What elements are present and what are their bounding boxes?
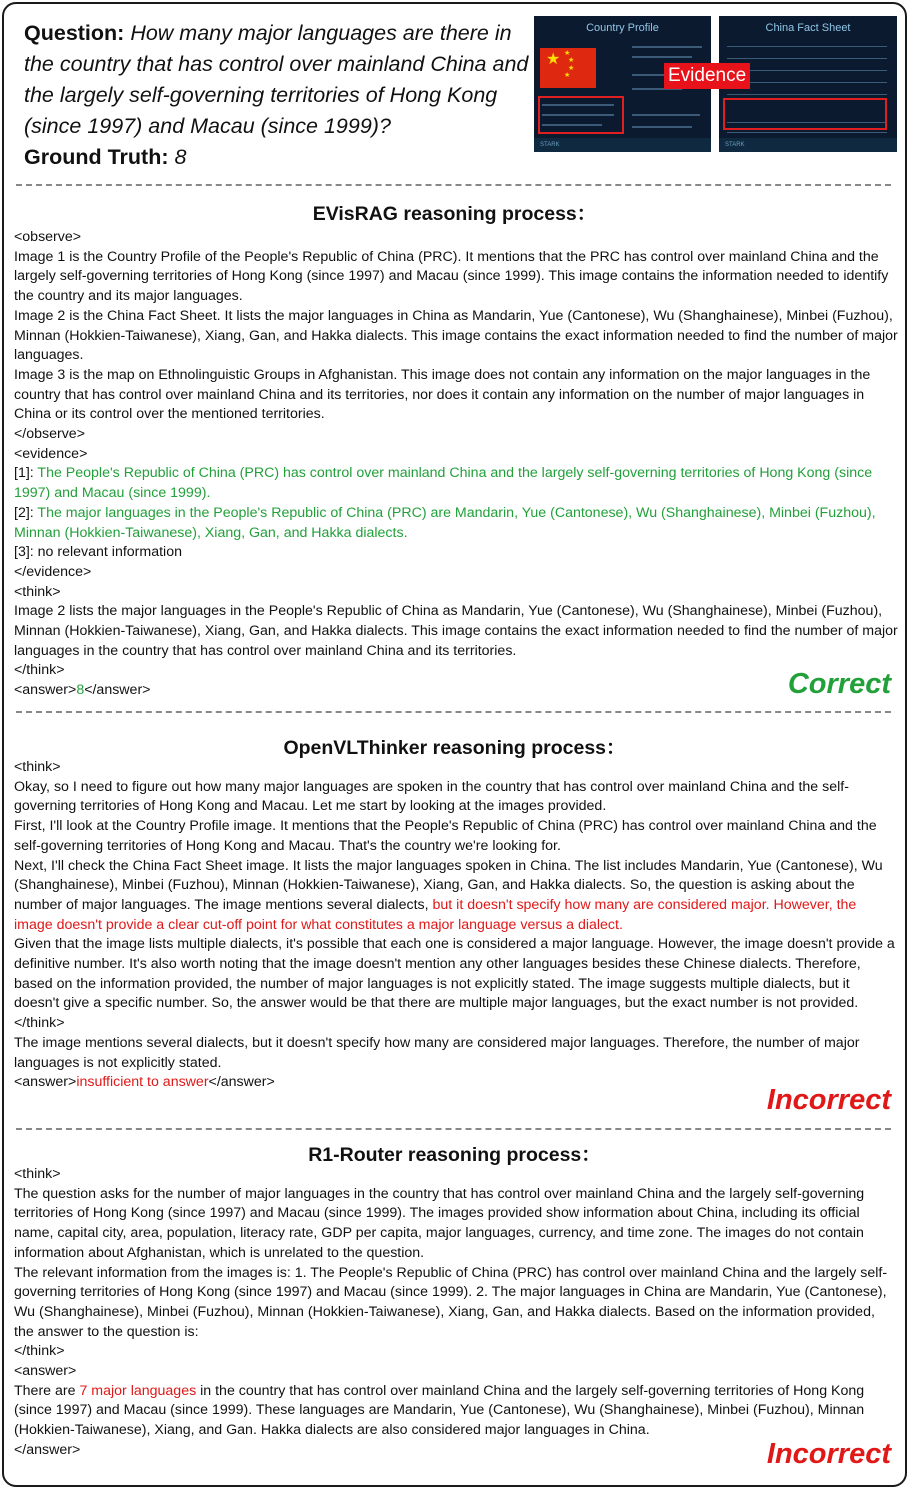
observe-close-tag: </observe> xyxy=(14,426,85,443)
paragraph-4: Given that the image lists multiple dialects, it's possible that each one is considered a major language. However, the image doesn't provide a definitive number. It's also worth noting that the image doesn't mention any other languages besides these Chinese dialects. Therefore, based on the information provided, the number of major languages is not explicitly stated. The image suggests multiple dialects, but it doesn't give a specific number. So, the answer would be that there are multiple major languages, but the exact number is not provided. xyxy=(14,936,895,1012)
evidence-1-prefix: [1]: xyxy=(14,465,38,482)
openvl-process xyxy=(14,758,898,1093)
think-text: Image 2 lists the major languages in the People's Republic of China as Mandarin, Yue (Cantonese), Wu (Shanghainese), Minbei (Fuzhou), Minnan (Hokkien-Taiwanese), Xiang, Gan, and Hakka dialects. This image contains the exact information needed to find the number of major languages in the country that has control over mainland China and its territories. xyxy=(14,603,898,659)
china-flag-icon: ★ ★ ★ ★ ★ xyxy=(540,48,596,88)
answer-open-tag: <answer> xyxy=(14,682,77,699)
evidence-label: Evidence xyxy=(664,63,750,89)
observation-3: Image 3 is the map on Ethnolinguistic Groups in Afghanistan. This image does not contain any information on the major languages in the country that has control over mainland China and its territories, nor does it contain any information on the number of major languages in China or its control over the mentioned territories. xyxy=(14,366,871,423)
answer-line xyxy=(14,681,898,701)
answer-suffix: in the country that has control over mainland China and the largely self-governing territories of Hong Kong (since 1997) and Macau (since 1999). These languages are Mandarin, Yue (Cantonese), Wu (Shanghainese), Minbei (Fuzhou), Minnan (Hokkien-Taiwanese), Xiang, and Gan. Hakka dialects are also considered major languages in China. xyxy=(14,1382,865,1439)
evidence-highlight-box xyxy=(538,96,624,134)
text-line xyxy=(632,46,702,48)
fact-sheet-title: China Fact Sheet xyxy=(765,22,851,34)
answer-value: 8 xyxy=(76,682,85,699)
section-divider xyxy=(16,711,891,713)
table-line xyxy=(727,58,887,59)
evisrag-verdict: Correct xyxy=(787,668,891,700)
figure-frame xyxy=(2,2,907,1487)
section-divider xyxy=(16,1128,891,1130)
answer-line xyxy=(14,1073,898,1093)
evisrag-process xyxy=(14,228,898,701)
country-profile-title: Country Profile xyxy=(586,22,659,34)
r1router-process xyxy=(14,1165,898,1461)
evidence-1-text: The People's Republic of China (PRC) has control over mainland China and the largely self-governing territories of Hong Kong (since 1997) and Macau (since 1999). xyxy=(14,465,873,502)
observation-1: Image 1 is the Country Profile of the People's Republic of China (PRC). It mentions that the PRC has control over mainland China and the largely self-governing territories of Hong Kong (since 1997) and Macau (since 1999). This image contains the information needed to identify the country and its major languages. xyxy=(14,248,889,305)
paragraph-3-error: but it doesn't specify how many are considered major. However, the image doesn't provide a clear cut-off point for what constitutes a major language versus a dialect. xyxy=(14,896,857,933)
evidence-thumbnails xyxy=(534,16,898,152)
think-close-tag: </think> xyxy=(14,662,65,679)
think-close-tag: </think> xyxy=(14,1343,65,1360)
evidence-open-tag: <evidence> xyxy=(14,445,88,462)
paragraph-5: The image mentions several dialects, but it doesn't specify how many are considered major languages. Therefore, the number of major languages is not explicitly stated. xyxy=(14,1034,860,1071)
openvl-title: OpenVLThinker reasoning process： xyxy=(283,737,626,759)
ground-truth-value: 8 xyxy=(174,145,187,169)
answer-prefix: There are xyxy=(14,1382,80,1399)
question-label: Question: xyxy=(24,21,125,45)
think-open-tag: <think> xyxy=(14,1166,61,1182)
text-line xyxy=(632,56,692,58)
table-line xyxy=(727,82,887,83)
paragraph-2: The relevant information from the images is: 1. The People's Republic of China (PRC) has control over mainland China and the largely self-governing territories of Hong Kong (since 1997) and Macau (since 1999). 2. The major languages in China are Mandarin, Yue (Cantonese), Wu (Shanghainese), Minbei (Fuzhou), Minnan (Hokkien-Taiwanese), Xiang, Gan, and Hakka dialects. Based on the information provided, the answer to the question is: xyxy=(14,1264,888,1340)
think-open-tag: <think> xyxy=(14,583,61,600)
text-line xyxy=(632,126,692,128)
answer-close-tag: </answer> xyxy=(14,1441,81,1458)
question-text: How many major languages are there in the country that has control over mainland China and the largely self-governing territories of Hong Kong (since 1997) and Macau (since 1999)? xyxy=(24,21,529,138)
paragraph-2: First, I'll look at the Country Profile image. It mentions that the People's Republic of China (PRC) has control over mainland China and the self-governing territories of Hong Kong and Macau. That's the country we're looking for. xyxy=(14,818,877,854)
question-block xyxy=(24,18,529,173)
answer-open-tag: <answer> xyxy=(14,1074,77,1091)
answer-close-tag: </answer> xyxy=(84,682,151,699)
table-line xyxy=(727,94,887,95)
r1router-verdict: Incorrect xyxy=(766,1438,891,1470)
paragraph-3-text: Next, I'll check the China Fact Sheet image. It lists the major languages spoken in China. The list includes Mandarin, Yue (Cantonese), Wu (Shanghainese), Minbei (Fuzhou), Minnan (Hokkien-Taiwanese), Xiang, Gan, and Hakka dialects. So, the question is asking about the number of major languages. The image mentions several dialects, xyxy=(14,857,883,913)
evidence-2-text: The major languages in the People's Republic of China (PRC) are Mandarin, Yue (Cantonese), Wu (Shanghainese), Minbei (Fuzhou), Minnan (Hokkien-Taiwanese), Xiang, Gan, and Hakka dialects. xyxy=(14,504,876,541)
observation-2: Image 2 is the China Fact Sheet. It lists the major languages in China as Mandarin, Yue (Cantonese), Wu (Shanghainese), Minbei (Fuzhou), Minnan (Hokkien-Taiwanese), Xiang, Gan, and Hakka dialects. This image contains the exact information needed to find the number of major languages. xyxy=(14,307,898,364)
evidence-highlight-box xyxy=(723,98,887,130)
paragraph-3 xyxy=(14,857,898,936)
answer-open-tag: <answer> xyxy=(14,1363,77,1380)
evidence-2-prefix: [2]: xyxy=(14,504,38,521)
table-line xyxy=(727,70,887,71)
thumbnail-footer: STARK xyxy=(719,138,897,152)
answer-value: insufficient to answer xyxy=(76,1074,209,1091)
think-close-tag: </think> xyxy=(14,1015,65,1032)
observe-open-tag: <observe> xyxy=(14,229,82,245)
answer-text xyxy=(14,1382,898,1441)
section-divider xyxy=(16,184,891,186)
answer-close-tag: </answer> xyxy=(208,1074,275,1091)
r1router-title: R1-Router reasoning process： xyxy=(308,1144,601,1166)
think-open-tag: <think> xyxy=(14,759,61,775)
paragraph-1: Okay, so I need to figure out how many major languages are spoken in the country that has control over mainland China and the self-governing territories of Hong Kong and Macau. Let me start by looking at the images provided. xyxy=(14,778,849,815)
table-line xyxy=(727,132,887,133)
evidence-2 xyxy=(14,504,898,543)
ground-truth-label: Ground Truth: xyxy=(24,145,169,169)
text-line xyxy=(632,114,700,116)
thumbnail-footer: STARK xyxy=(534,138,711,152)
evidence-3: [3]: no relevant information xyxy=(14,544,182,561)
answer-error: 7 major languages xyxy=(79,1382,197,1399)
table-line xyxy=(727,46,887,47)
paragraph-1: The question asks for the number of major languages in the country that has control over mainland China and the largely self-governing territories of Hong Kong (since 1997) and Macau (since 1999). The images provided show information about China, including its official name, capital city, area, population, literacy rate, GDP per capita, major languages, currency, and time zone. The images do not contain information about Afghanistan, which is unrelated to the question. xyxy=(14,1185,865,1261)
evidence-close-tag: </evidence> xyxy=(14,563,92,580)
openvl-verdict: Incorrect xyxy=(766,1084,891,1116)
evidence-1 xyxy=(14,464,898,503)
evisrag-title: EVisRAG reasoning process： xyxy=(312,203,597,225)
